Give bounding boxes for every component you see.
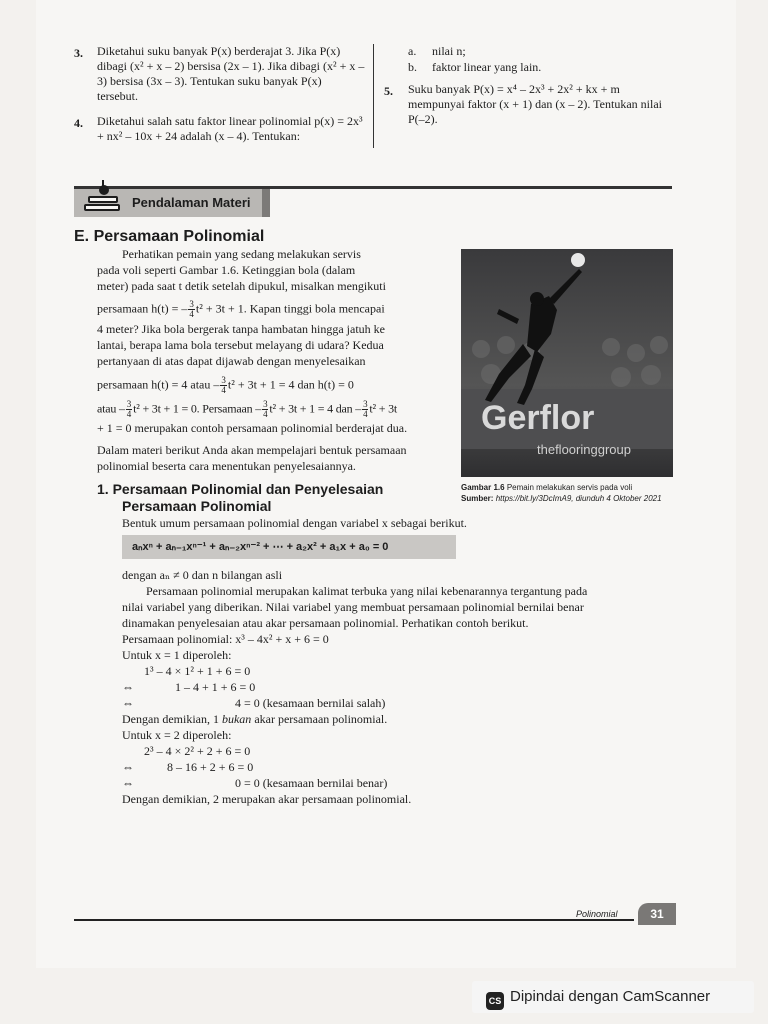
intro-text: persamaan h(t) = 4 atau –: [97, 377, 220, 392]
intro-text: t² + 3t: [369, 401, 398, 416]
fraction-numerator: 3: [263, 399, 268, 409]
footer-rule: [74, 919, 634, 921]
case-x2-step: 8 – 16 + 2 + 6 = 0: [167, 760, 254, 774]
intro-line: Dalam materi berikut Anda akan mempelajari bentuk persamaan: [97, 443, 407, 457]
case-x1-step: 4 = 0 (kesamaan bernilai salah): [235, 696, 386, 710]
fraction: [126, 400, 132, 419]
fraction-numerator: 3: [189, 299, 194, 309]
example-equation: Persamaan polinomial: x³ – 4x² + x + 6 = 0: [122, 632, 329, 646]
intro-line-with-fraction: [97, 300, 385, 319]
fraction: [188, 300, 195, 319]
camscanner-watermark: [472, 981, 754, 1013]
sub-a-text: nilai n;: [432, 44, 466, 58]
case-x2-step: 0 = 0 (kesamaan bernilai benar): [235, 776, 388, 790]
intro-line-with-fraction: [97, 400, 397, 419]
banner-end-cap: [262, 189, 270, 217]
source-text: https://bit.ly/3DcImA9, diunduh 4 Oktober 2021: [495, 494, 662, 503]
volleyball-player-illustration: [461, 249, 673, 477]
sponsor-logo: Gerflor: [481, 399, 595, 437]
fraction: [362, 400, 368, 419]
book-stack-icon: [80, 176, 124, 218]
source-label: Sumber:: [461, 494, 494, 503]
camscanner-icon: CS: [486, 992, 504, 1010]
case-x1-heading: Untuk x = 1 diperoleh:: [122, 648, 232, 662]
paragraph-line: dinamakan penyelesaian atau akar persamaan polinomial. Perhatikan contoh berikut.: [122, 616, 529, 630]
conclusion-text: Dengan demikian, 1: [122, 712, 222, 726]
case-x1-step: 1 – 4 + 1 + 6 = 0: [175, 680, 256, 694]
intro-line: meter) pada saat t detik setelah dipukul, misalkan mengikuti: [97, 279, 386, 293]
fraction-numerator: 3: [221, 375, 226, 385]
sub-a-label: a.: [408, 44, 417, 58]
exercise-number: 5.: [384, 84, 393, 98]
exercise-5-text: Suku banyak P(x) = x⁴ – 2x³ + 2x² + kx + m mempunyai faktor (x + 1) dan (x – 2). Tentukan nilai P(–2).: [408, 82, 662, 126]
condition-text: dengan aₙ ≠ 0 dan n bilangan asli: [122, 568, 283, 582]
column-divider: [373, 44, 374, 148]
section-banner: Pendalaman Materi: [74, 189, 262, 217]
conclusion-emphasis: bukan: [221, 712, 252, 726]
case-x1-conclusion: [122, 712, 387, 727]
caption-line: [461, 482, 681, 493]
caption-label: Gambar 1.6: [461, 483, 505, 492]
fraction: [262, 400, 268, 419]
intro-line: polinomial beserta cara menentukan penyelesaiannya.: [97, 459, 356, 473]
intro-text: t² + 3t + 1 = 0. Persamaan –: [133, 401, 262, 416]
case-x2-conclusion: Dengan demikian, 2 merupakan akar persamaan polinomial.: [122, 792, 412, 806]
fraction-denominator: 4: [221, 385, 226, 395]
equivalence-icon: ⇔: [122, 776, 134, 790]
chapter-label: Polinomial: [576, 909, 618, 919]
section-title: E. Persamaan Polinomial: [74, 228, 265, 245]
fraction-denominator: 4: [363, 409, 368, 419]
intro-line: pada voli seperti Gambar 1.6. Ketinggian bola (dalam: [97, 263, 356, 277]
intro-text: t² + 3t + 1. Kapan tinggi bola mencapai: [195, 301, 385, 316]
exercise-number: 4.: [74, 116, 83, 130]
paragraph-line: Persamaan polinomial merupakan kalimat terbuka yang nilai kebenarannya tergantung pada: [146, 584, 588, 598]
sponsor-tagline: theflooringgroup: [537, 442, 631, 457]
intro-line: 4 meter? Jika bola bergerak tanpa hambatan hingga jatuh ke: [97, 322, 385, 336]
subsection-title: 1. Persamaan Polinomial dan Penyelesaian: [97, 481, 384, 497]
exercise-number: 3.: [74, 46, 83, 60]
paragraph-line: nilai variabel yang diberikan. Nilai variabel yang membuat persamaan polinomial bernilai benar: [122, 600, 584, 614]
intro-line-with-fraction: [97, 376, 354, 395]
intro-line: lantai, berapa lama bola tersebut melayang di udara? Kedua: [97, 338, 384, 352]
intro-text: persamaan h(t) = –: [97, 301, 188, 316]
case-x1-step: 1³ – 4 × 1² + 1 + 6 = 0: [144, 664, 251, 678]
fraction-numerator: 3: [363, 399, 368, 409]
fraction-denominator: 4: [126, 409, 132, 419]
caption-text: Pemain melakukan servis pada voli: [506, 483, 633, 492]
intro-text: atau –: [97, 401, 125, 416]
intro-text: t² + 3t + 1 = 4 dan h(t) = 0: [227, 377, 354, 392]
general-form-intro: Bentuk umum persamaan polinomial dengan variabel x sebagai berikut.: [122, 516, 467, 530]
fraction: [220, 376, 227, 395]
watermark-text: Dipindai dengan CamScanner: [510, 988, 711, 1005]
sub-b-label: b.: [408, 60, 417, 74]
case-x2-heading: Untuk x = 2 diperoleh:: [122, 728, 232, 742]
fraction-denominator: 4: [189, 309, 194, 319]
sub-b-text: faktor linear yang lain.: [432, 60, 542, 74]
equivalence-icon: ⇔: [122, 760, 134, 774]
general-formula: aₙxⁿ + aₙ₋₁xⁿ⁻¹ + aₙ₋₂xⁿ⁻² + ⋯ + a₂x² + a₁x + a₀ = 0: [122, 535, 456, 559]
exercise-3-text: Diketahui suku banyak P(x) berderajat 3. Jika P(x) dibagi (x² + x – 2) bersisa (2x – 1). Jika dibagi (x² + x – 3) bersisa (3x – 3). Tentukan suku banyak P(x) tersebut.: [97, 44, 365, 103]
fraction-numerator: 3: [126, 399, 132, 409]
equivalence-icon: ⇔: [122, 680, 134, 694]
case-x2-step: 2³ – 4 × 2² + 2 + 6 = 0: [144, 744, 251, 758]
caption-source-line: [461, 493, 681, 504]
volleyball-photo: [461, 249, 673, 477]
exercise-4-text: Diketahui salah satu faktor linear polinomial p(x) = 2x³ + nx² – 10x + 24 adalah (x – 4). Tentukan:: [97, 114, 363, 143]
conclusion-text: akar persamaan polinomial.: [251, 712, 388, 726]
figure-caption: [461, 482, 681, 504]
intro-line: pertanyaan di atas dapat dijawab dengan menyelesaikan: [97, 354, 366, 368]
intro-line: Perhatikan pemain yang sedang melakukan servis: [122, 247, 361, 261]
page-number: 31: [638, 903, 676, 925]
intro-line: + 1 = 0 merupakan contoh persamaan polinomial berderajat dua.: [97, 421, 408, 435]
subsection-title-cont: Persamaan Polinomial: [122, 498, 272, 514]
intro-text: t² + 3t + 1 = 4 dan –: [269, 401, 362, 416]
fraction-denominator: 4: [263, 409, 268, 419]
equivalence-icon: ⇔: [122, 696, 134, 710]
